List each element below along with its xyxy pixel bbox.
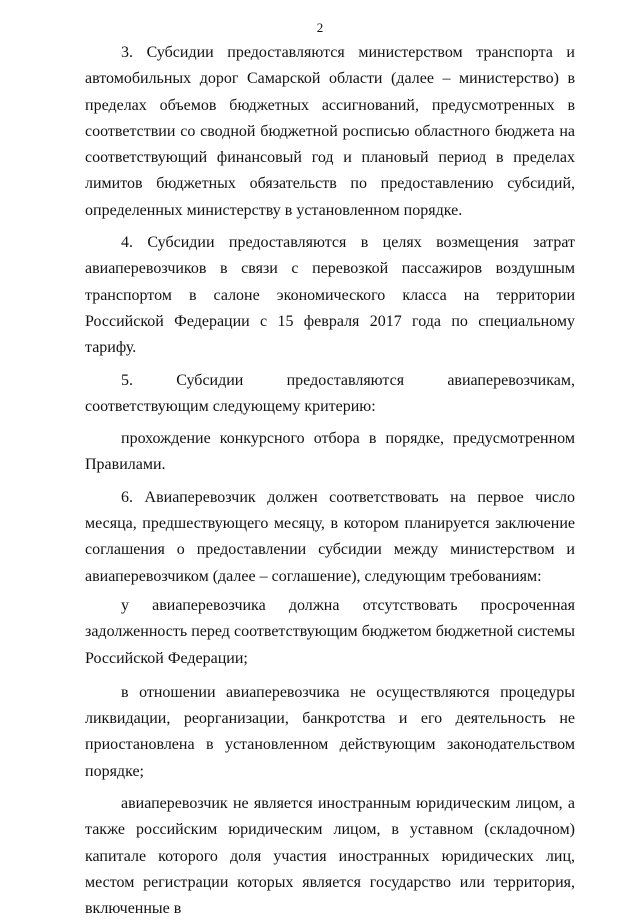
requirement-no-debt: у авиаперевозчика должна отсутствовать просроченная задолженность перед соответствующим бюджетом бюджетной системы Российской Федерации; <box>85 596 575 667</box>
requirement-not-foreign-entity: авиаперевозчик не является иностранным юридическим лицом, а также российским юридическим лицом, в уставном (складочном) капитале которого доля участия иностранных юридических лиц, местом регистрации которых является государство или территория, включенные в <box>85 795 575 918</box>
paragraph-5-criterion: 5. Субсидии предоставляются авиаперевозчикам, соответствующим следующему критерию: <box>85 371 575 415</box>
requirement-no-liquidation: в отношении авиаперевозчика не осуществляются процедуры ликвидации, реорганизации, банкротства и его деятельность не приостановлена в установленном действующим законодательством порядке; <box>85 683 575 780</box>
paragraph-3-subsidy-provider: 3. Субсидии предоставляются министерством транспорта и автомобильных дорог Самарской области (далее – министерство) в пределах объемов бюджетных ассигнований, предусмотренных в соответствии со сводной бюджетной росписью областного бюджета на соответствующий финансовый год и плановый период в пределах лимитов бюджетных обязательств по предоставлению субсидий, определенных министерству в установленном порядке. <box>85 44 575 219</box>
paragraph-criterion-item: прохождение конкурсного отбора в порядке, предусмотренном Правилами. <box>85 430 575 474</box>
page-number: 2 <box>316 20 324 35</box>
document-body <box>85 40 575 923</box>
paragraph-6-requirements: 6. Авиаперевозчик должен соответствовать на первое число месяца, предшествующего месяцу, в котором планируется заключение соглашения о предоставлении субсидии между министерством и авиаперевозчиком (далее – соглашение), следующим требованиям: <box>85 488 575 585</box>
paragraph-4-subsidy-purpose: 4. Субсидии предоставляются в целях возмещения затрат авиаперевозчиков в связи с перевозкой пассажиров воздушным транспортом в салоне экономического класса на территории Российской Федерации с 15 февраля 2017 года по специальному тарифу. <box>85 234 575 357</box>
